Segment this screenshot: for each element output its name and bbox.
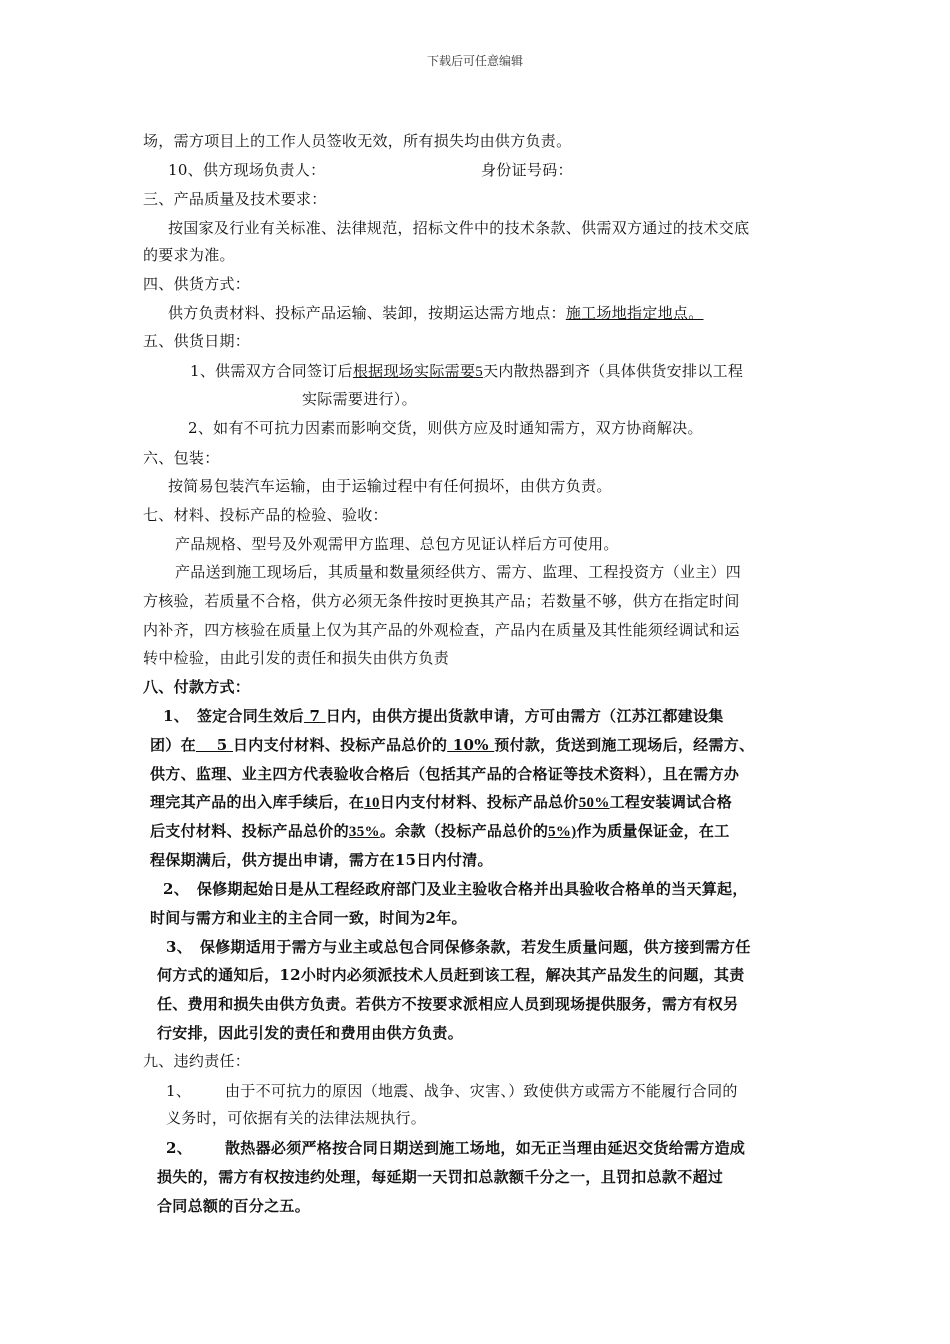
paragraph-line: 理完其产品的出入库手续后，在10日内支付材料、投标产品总价50%工程安装调试合格 <box>150 793 733 811</box>
paragraph-line: 产品送到施工现场后，其质量和数量须经供方、需方、监理、工程投资方（业主）四 <box>175 563 742 581</box>
list-item: 2、 保修期起始日是从工程经政府部门及业主验收合格并出具验收合格单的当天算起， <box>163 880 748 898</box>
list-item-number: 2、 <box>166 1139 193 1157</box>
list-item: 1、 签定合同生效后 7 日内，由供方提出货款申请，方可由需方（江苏江都建设集 <box>163 707 724 725</box>
paragraph-line: 转中检验，由此引发的责任和损失由供方负责 <box>143 649 450 667</box>
paragraph-line: 何方式的通知后，12小时内必须派技术人员赶到该工程，解决其产品发生的问题，其责 <box>157 966 745 984</box>
section-6-title: 六、包装： <box>143 449 220 467</box>
paragraph-line: 实际需要进行）。 <box>302 390 417 408</box>
paragraph-line: 后支付材料、投标产品总价的35%。余款（投标产品总价的5%)作为质量保证金，在工 <box>150 822 730 840</box>
paragraph-line: 方核验，若质量不合格，供方必须无条件按时更换其产品；若数量不够，供方在指定时间 <box>143 592 740 610</box>
section-9-title: 九、违约责任： <box>143 1052 251 1070</box>
list-item-number: 1、 <box>166 1082 192 1100</box>
list-item: 2、如有不可抗力因素而影响交货，则供方应及时通知需方，双方协商解决。 <box>188 419 703 437</box>
paragraph-line: 合同总额的百分之五。 <box>157 1197 311 1215</box>
paragraph-line: 供方负责材料、投标产品运输、装卸，按期运达需方地点：施工场地指定地点。 <box>168 304 704 322</box>
paragraph-line: 内补齐，四方核验在质量上仅为其产品的外观检查，产品内在质量及其性能须经调试和运 <box>143 621 740 639</box>
paragraph-line: 按简易包装汽车运输，由于运输过程中有任何损坏，由供方负责。 <box>168 477 612 495</box>
paragraph-line: 行安排，因此引发的责任和费用由供方负责。 <box>157 1024 464 1042</box>
id-number-label: 身份证号码： <box>481 161 573 179</box>
list-item: 由于不可抗力的原因（地震、战争、灾害、）致使供方或需方不能履行合同的 <box>225 1082 738 1100</box>
paragraph-line: 团）在 5 日内支付材料、投标产品总价的 10% 预付款，货送到施工现场后，经需方、 <box>150 736 755 754</box>
paragraph-line: 的要求为准。 <box>143 246 235 264</box>
paragraph-line: 任、费用和损失由供方负责。若供方不按要求派相应人员到现场提供服务，需方有权另 <box>157 995 739 1013</box>
page-header: 下载后可任意编辑 <box>426 54 523 68</box>
list-item: 散热器必须严格按合同日期送到施工场地，如无正当理由延迟交货给需方造成 <box>225 1139 746 1157</box>
paragraph-line: 时间与需方和业主的主合同一致，时间为2年。 <box>150 909 467 927</box>
list-item: 3、 保修期适用于需方与业主或总包合同保修条款，若发生质量问题，供方接到需方任 <box>166 938 751 956</box>
paragraph-line: 产品规格、型号及外观需甲方监理、总包方见证认样后方可使用。 <box>175 535 619 553</box>
list-item: 1、供需双方合同签订后根据现场实际需要5天内散热器到齐（具体供货安排以工程 <box>190 362 744 380</box>
paragraph-line: 场，需方项目上的工作人员签收无效，所有损失均由供方负责。 <box>143 132 572 150</box>
section-7-title: 七、材料、投标产品的检验、验收： <box>143 506 388 524</box>
paragraph-line: 供方、监理、业主四方代表验收合格后（包括其产品的合格证等技术资料），且在需方办 <box>150 765 740 783</box>
paragraph-line: 按国家及行业有关标准、法律规范，招标文件中的技术条款、供需双方通过的技术交底 <box>168 219 750 237</box>
section-5-title: 五、供货日期： <box>143 332 251 350</box>
item-10-label: 10、供方现场负责人： <box>168 161 326 179</box>
paragraph-line: 程保期满后，供方提出申请，需方在15日内付清。 <box>150 851 493 869</box>
paragraph-line: 损失的，需方有权按违约处理，每延期一天罚扣总款额千分之一，且罚扣总款不超过 <box>157 1168 724 1186</box>
section-4-title: 四、供货方式： <box>143 275 251 293</box>
section-8-title: 八、付款方式： <box>143 678 251 696</box>
paragraph-line: 义务时，可依据有关的法律法规执行。 <box>166 1109 427 1127</box>
delivery-location: 施工场地指定地点。 <box>565 304 704 322</box>
section-3-title: 三、产品质量及技术要求： <box>143 190 327 208</box>
